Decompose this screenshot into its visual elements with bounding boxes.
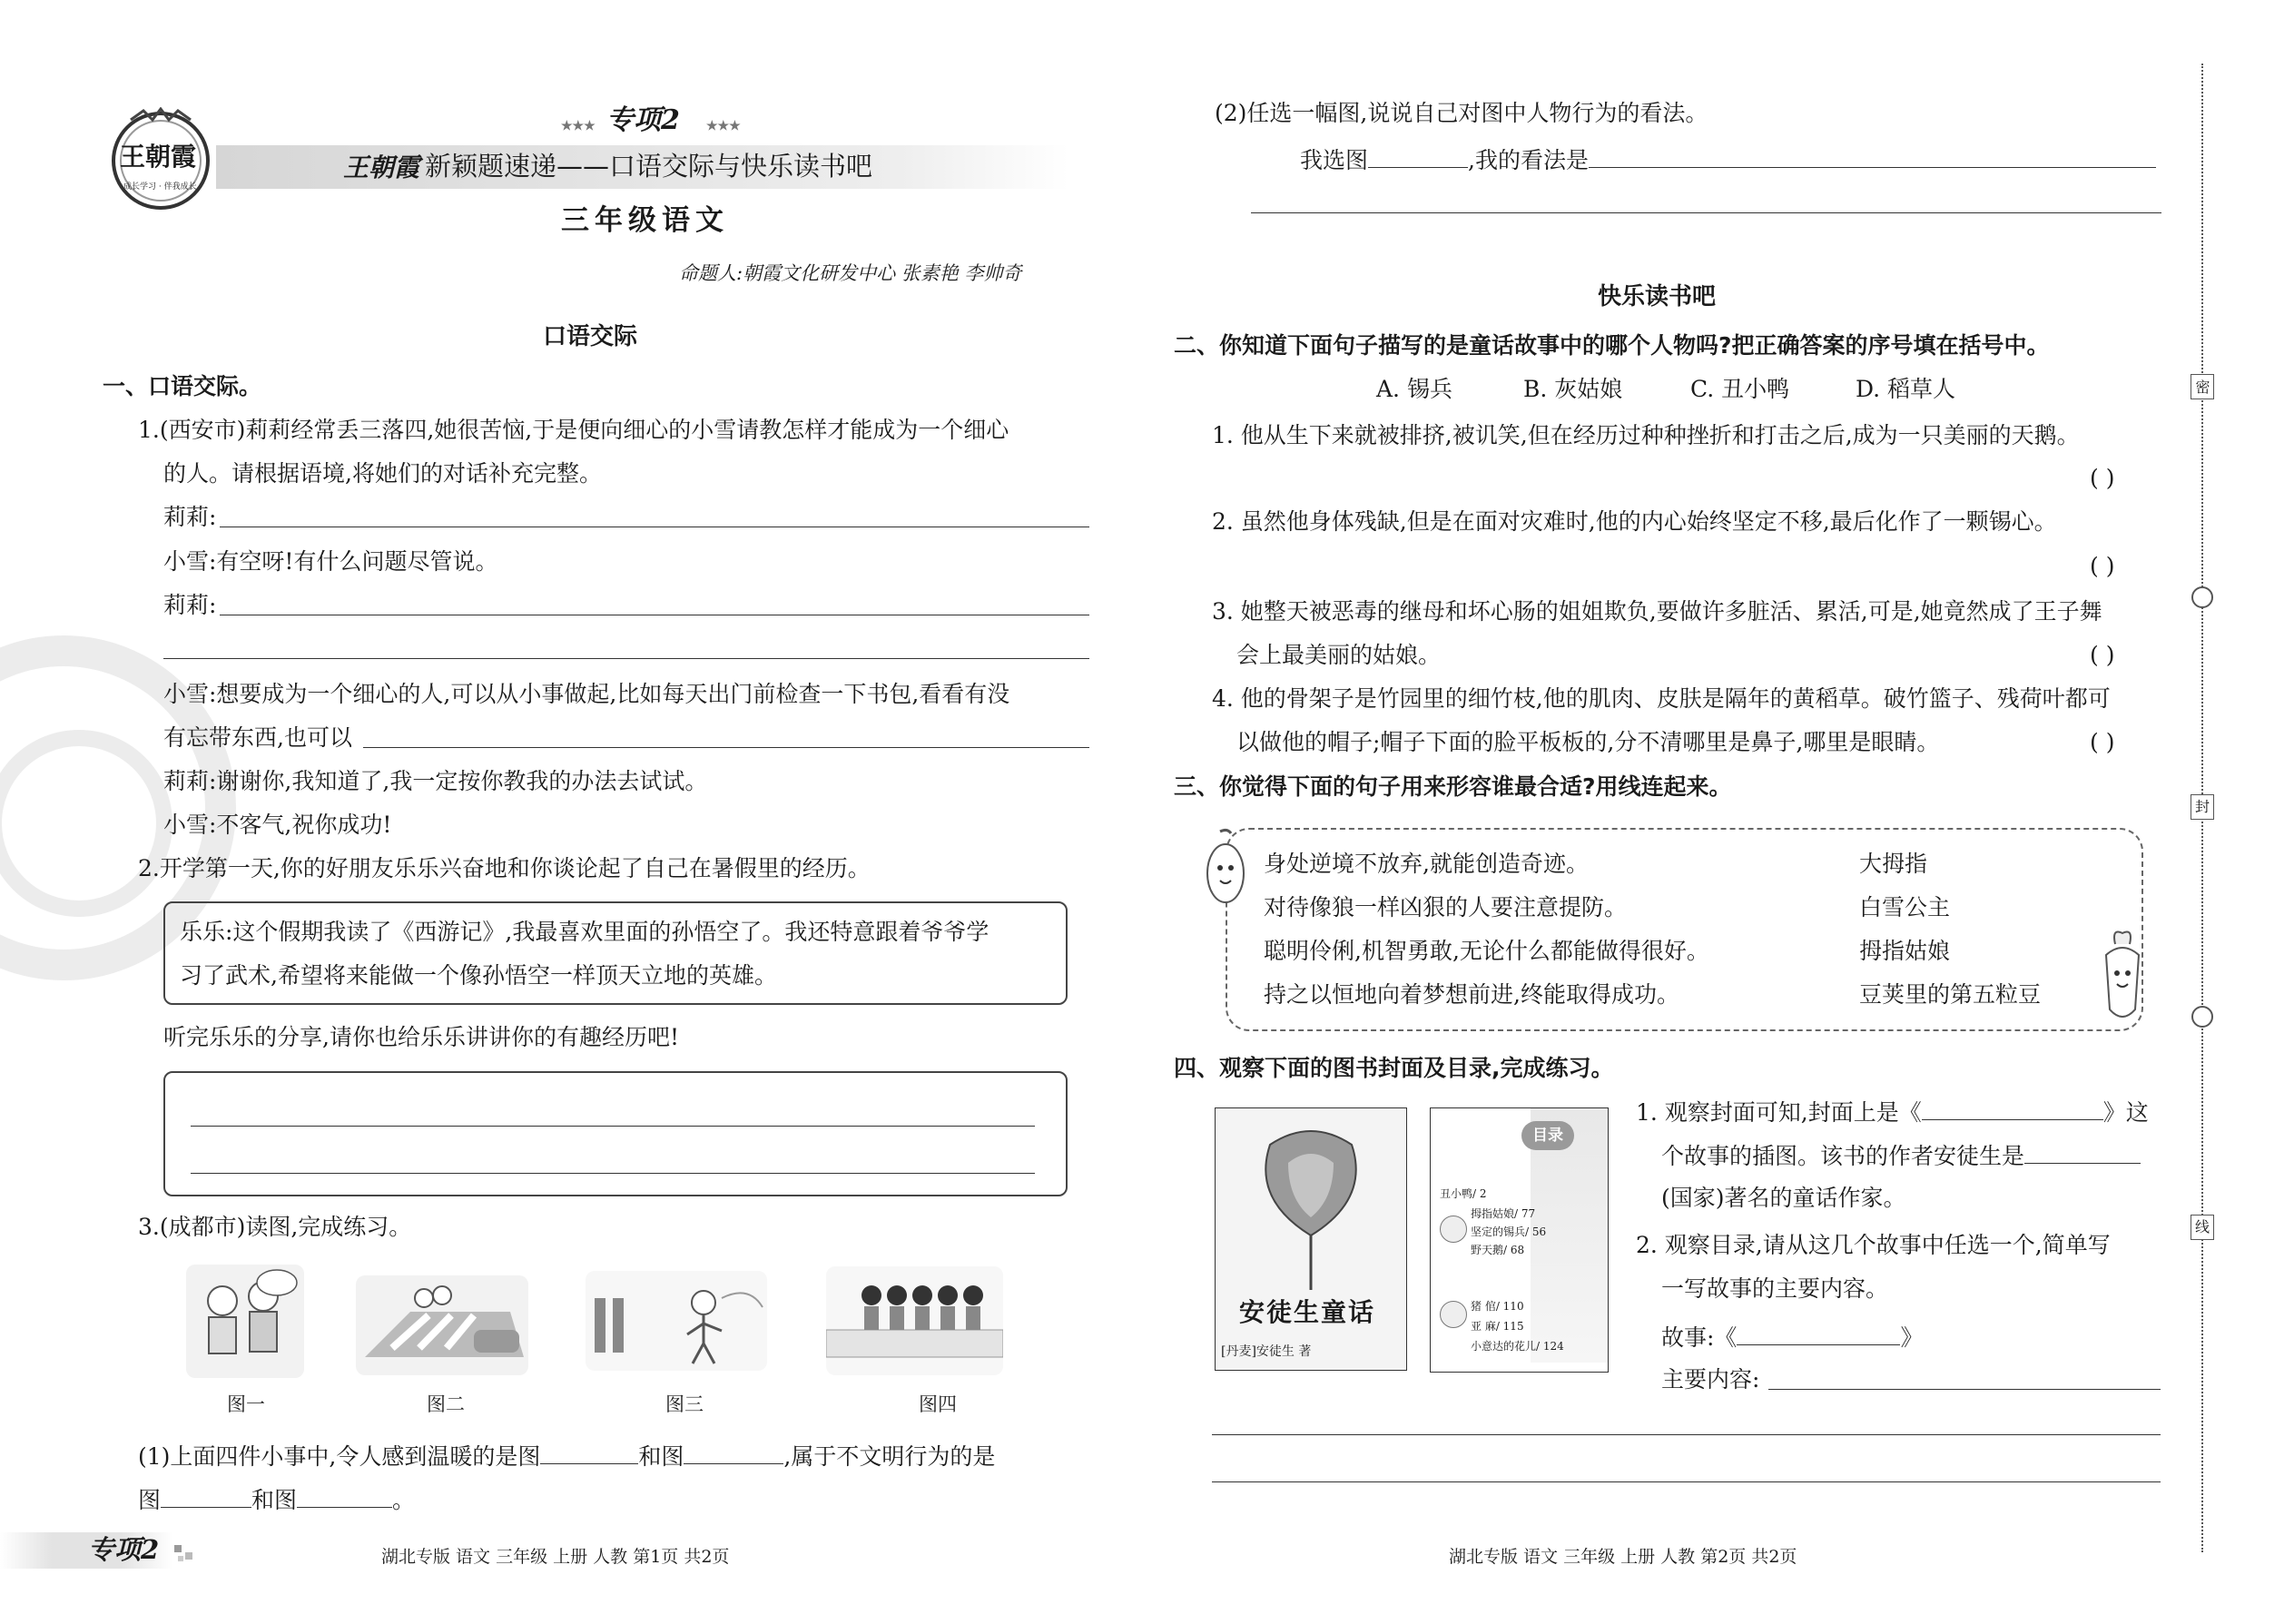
blank-uncivil-1[interactable] (161, 1483, 251, 1508)
book-toc-page (1430, 1107, 1609, 1373)
q4-item1-line3: (国家)著名的童话作家。 (1661, 1185, 1906, 1211)
q2-item-4-line1: 4. 他的骨架子是竹园里的细竹枝,他的肌肉、皮肤是隔年的黄稻草。破竹篮子、残荷叶都可 (1212, 685, 2111, 712)
q3-sub2-select-line: 我选图 ,我的看法是 (1300, 143, 2156, 176)
q4-item2-line1: 2. 观察目录,请从这几个故事中任选一个,简单写 (1636, 1232, 2111, 1258)
q4-heading: 四、观察下面的图书封面及目录,完成练习。 (1174, 1055, 1614, 1081)
q4-story-line: 故事:《 》 (1661, 1321, 1923, 1353)
q3-name-4[interactable]: 豆荚里的第五粒豆 (1859, 981, 2042, 1008)
q2-item-3-line2: 会上最美丽的姑娘。 (1236, 642, 1442, 668)
lele-quote-line2: 习了武术,希望将来能做一个像孙悟空一样顶天立地的英雄。 (180, 962, 777, 989)
figure-4-illustration (826, 1266, 1003, 1375)
toc-title-badge: 目录 (1521, 1121, 1574, 1150)
q2-answer-paren-1[interactable]: ( ) (2090, 465, 2115, 491)
blank-story-title[interactable] (1737, 1321, 1900, 1345)
blank-warm-1[interactable] (540, 1440, 638, 1464)
toc-entry-5: 猪 倌/ 110 (1471, 1300, 1524, 1313)
footer-series-tag: 专项2 (88, 1534, 160, 1565)
toc-entry-3: 坚定的锡兵/ 56 (1471, 1225, 1547, 1238)
q3-sentence-4[interactable]: 持之以恒地向着梦想前进,终能取得成功。 (1264, 981, 1679, 1008)
book-cover (1215, 1107, 1407, 1371)
q2-item-4-line2: 以做他的帽子;帽子下面的脸平板板的,分不清哪里是鼻子,哪里是眼睛。 (1236, 729, 1940, 755)
toc-entry-1: 丑小鸭/ 2 (1440, 1187, 1487, 1200)
logo-motto: 成长学习 · 伴我成长 (123, 182, 197, 192)
dialog-xiaoxue-2-line1: 小雪:想要成为一个细心的人,可以从小事做起,比如每天出门前检查一下书包,看看有没 (163, 681, 1010, 707)
blank-author-country[interactable] (2024, 1139, 2141, 1164)
q4-item1-line1: 1. 观察封面可知,封面上是《 》这 (1636, 1096, 2149, 1128)
book-cover-title: 安徒生童话 (1239, 1297, 1376, 1327)
blank-uncivil-2[interactable] (297, 1483, 392, 1508)
q1-sub1-line2: 图 和图 。 (138, 1483, 415, 1516)
q3-name-1[interactable]: 大拇指 (1859, 851, 1928, 877)
brand-logo (107, 107, 214, 214)
blank-cover-story[interactable] (1922, 1096, 2103, 1120)
figure-2-illustration (356, 1275, 528, 1375)
header-brand: 王朝霞 (343, 153, 420, 182)
figure-3-illustration (586, 1271, 767, 1371)
q4-item2-line2: 一写故事的主要内容。 (1661, 1275, 1889, 1302)
q2-option-c: C. 丑小鸭 (1690, 376, 1790, 402)
dialog-xiaoxue-3: 小雪:不客气,祝你成功! (163, 812, 392, 838)
logo-text: 王朝霞 (120, 142, 197, 172)
q4-content-label: 主要内容: (1661, 1366, 1760, 1393)
dialog-xiaoxue-1: 小雪:有空呀!有什么问题尽管说。 (163, 548, 498, 575)
tulip-illustration (1216, 1108, 1406, 1290)
q3-sentence-2[interactable]: 对待像狼一样凶狠的人要注意提防。 (1264, 894, 1628, 920)
q2-option-b: B. 灰姑娘 (1523, 376, 1623, 402)
q2-option-d: D. 稻草人 (1856, 376, 1956, 402)
figure-4-caption: 图四 (919, 1393, 957, 1415)
series-stars-right: ★★★ (706, 119, 741, 133)
eggplant-mascot-icon (1200, 828, 1251, 910)
binding-label-mi: 密 (2191, 374, 2214, 399)
footer-page-info-left: 湖北专版 语文 三年级 上册 人教 第1页 共2页 (381, 1547, 730, 1567)
section-title-oral: 口语交际 (543, 323, 638, 350)
q4-item1-line2: 个故事的插图。该书的作者安徒生是 (1661, 1139, 2141, 1172)
toc-icon-1 (1440, 1216, 1467, 1243)
q2-answer-paren-4[interactable]: ( ) (2090, 729, 2115, 755)
grade-subject: 三年级语文 (561, 204, 729, 237)
binding-hole-1 (2191, 586, 2213, 608)
toc-entry-2: 拇指姑娘/ 77 (1471, 1207, 1536, 1220)
q3-sentence-1[interactable]: 身处逆境不放弃,就能创造奇迹。 (1264, 851, 1589, 877)
dialog-lili-1: 莉莉: (163, 504, 217, 530)
q1-sub1-line1: (1)上面四件小事中,令人感到温暖的是图 和图 ,属于不文明行为的是 (138, 1440, 995, 1472)
toc-entry-6: 亚 麻/ 115 (1471, 1320, 1524, 1333)
binding-label-xian: 线 (2191, 1215, 2214, 1240)
authors-line: 命题人:朝霞文化研发中心 张素艳 李帅奇 (679, 262, 1022, 284)
figure-2-caption: 图二 (427, 1393, 465, 1415)
blank-warm-2[interactable] (684, 1440, 783, 1464)
q2-option-a: A. 锡兵 (1376, 376, 1452, 402)
blank-selected-figure[interactable] (1368, 143, 1468, 168)
q1-item1-line2: 的人。请根据语境,将她们的对话补充完整。 (163, 460, 602, 487)
q2-answer-paren-2[interactable]: ( ) (2090, 553, 2115, 579)
q3-sentence-3[interactable]: 聪明伶俐,机智勇敢,无论什么都能做得很好。 (1264, 938, 1709, 964)
answer-line-content-1[interactable] (1768, 1389, 2161, 1390)
answer-box-line-2[interactable] (191, 1173, 1035, 1174)
q2-item-1: 1. 他从生下来就被排挤,被讥笑,但在经历过种种挫折和打击之后,成为一只美丽的天鹅。 (1212, 422, 2080, 448)
q2-heading: 二、你知道下面句子描写的是童话故事中的哪个人物吗?把正确答案的序号填在括号中。 (1174, 332, 2050, 359)
figure-3-caption: 图三 (665, 1393, 704, 1415)
q3-name-2[interactable]: 白雪公主 (1859, 894, 1951, 920)
q2-item-3-line1: 3. 她整天被恶毒的继母和坏心肠的姐姐欺负,要做许多脏活、累活,可是,她竟然成了王子舞 (1212, 598, 2102, 625)
answer-line-xiaoxue-2[interactable] (363, 747, 1089, 748)
dialog-lili-2: 莉莉: (163, 592, 217, 618)
answer-line-content-3[interactable] (1212, 1481, 2161, 1482)
q2-answer-paren-3[interactable]: ( ) (2090, 642, 2115, 668)
figure-1-illustration (186, 1265, 304, 1378)
footer-page-info-right: 湖北专版 语文 三年级 上册 人教 第2页 共2页 (1449, 1547, 1797, 1567)
header-title: 新颖题速递——口语交际与快乐读书吧 (425, 151, 873, 182)
q1-item2: 2.开学第一天,你的好朋友乐乐兴奋地和你谈论起了自己在暑假里的经历。 (138, 855, 871, 881)
series-stars-left: ★★★ (561, 119, 596, 133)
q1-item2-prompt: 听完乐乐的分享,请你也给乐乐讲讲你的有趣经历吧! (163, 1024, 679, 1050)
dialog-lili-3: 莉莉:谢谢你,我知道了,我一定按你教我的办法去试试。 (163, 768, 708, 794)
series-label: 专项2 (606, 104, 680, 136)
answer-line-content-2[interactable] (1212, 1434, 2161, 1435)
q2-item-2: 2. 虽然他身体残缺,但是在面对灾难时,他的内心始终坚定不移,最后化作了一颗锡心。 (1212, 508, 2057, 535)
q3-heading: 三、你觉得下面的句子用来形容谁最合适?用线连起来。 (1174, 773, 1732, 800)
q1-item1-line1: 1.(西安市)莉莉经常丢三落四,她很苦恼,于是便向细心的小雪请教怎样才能成为一个细心 (138, 417, 1009, 443)
dialog-xiaoxue-2-line2: 有忘带东西,也可以 (163, 724, 352, 751)
toc-icon-2 (1440, 1301, 1467, 1328)
blank-opinion-1[interactable] (1589, 143, 2156, 168)
section-title-reading: 快乐读书吧 (1598, 283, 1717, 310)
binding-label-feng: 封 (2191, 794, 2214, 820)
answer-line-lili-2b[interactable] (163, 658, 1089, 659)
q1-heading: 一、口语交际。 (103, 373, 262, 399)
answer-line-opinion-2[interactable] (1251, 212, 2161, 213)
book-cover-author: [丹麦]安徒生 著 (1221, 1344, 1312, 1359)
answer-box-line-1[interactable] (191, 1126, 1035, 1127)
footer-squares (174, 1543, 202, 1565)
toc-entry-7: 小意达的花儿/ 124 (1471, 1340, 1564, 1353)
toc-entry-4: 野天鹅/ 68 (1471, 1244, 1525, 1256)
figure-1-caption: 图一 (227, 1393, 265, 1415)
binding-hole-2 (2191, 1006, 2213, 1028)
q1-item3: 3.(成都市)读图,完成练习。 (138, 1214, 412, 1240)
q3-sub2-prompt: (2)任选一幅图,说说自己对图中人物行为的看法。 (1215, 100, 1708, 126)
radish-mascot-icon (2095, 928, 2150, 1028)
q3-name-3[interactable]: 拇指姑娘 (1859, 938, 1951, 964)
lele-quote-line1: 乐乐:这个假期我读了《西游记》,我最喜欢里面的孙悟空了。我还特意跟着爷爷学 (180, 919, 989, 945)
answer-box-experience[interactable] (163, 1071, 1068, 1196)
